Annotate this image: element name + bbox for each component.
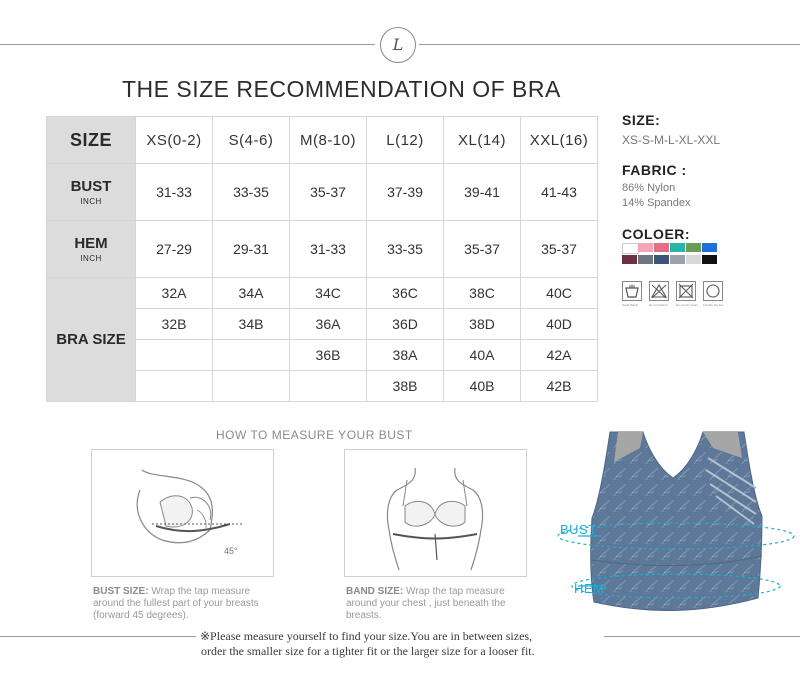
table-cell: 32A	[136, 278, 213, 309]
size-column-header: XXL(16)	[521, 117, 598, 164]
table-cell: 35-37	[521, 221, 598, 278]
table-cell: 36C	[367, 278, 444, 309]
size-header-cell: SIZE	[47, 117, 136, 164]
table-cell: 35-37	[444, 221, 521, 278]
care-label: Hand Wash	[622, 303, 638, 307]
table-cell: 38C	[444, 278, 521, 309]
table-cell: 32B	[136, 309, 213, 340]
table-cell: 34A	[213, 278, 290, 309]
table-cell: 39-41	[444, 164, 521, 221]
color-swatch[interactable]	[670, 243, 685, 252]
bust-callout-label: BUST	[560, 522, 597, 537]
table-cell: 31-33	[136, 164, 213, 221]
size-column-header: XL(14)	[444, 117, 521, 164]
table-cell: 38B	[367, 371, 444, 402]
color-swatch[interactable]	[622, 243, 639, 254]
table-cell: 34B	[213, 309, 290, 340]
table-cell	[136, 340, 213, 371]
measure-heading: HOW TO MEASURE YOUR BUST	[216, 428, 413, 442]
hem-row-label	[47, 221, 136, 278]
table-cell: 36D	[367, 309, 444, 340]
table-cell: 40D	[521, 309, 598, 340]
band-size-caption	[346, 586, 529, 622]
fabric-line: 86% Nylon	[622, 182, 676, 194]
care-label: Do not bleach	[649, 303, 668, 307]
size-column-header: L(12)	[367, 117, 444, 164]
footer-rule-right	[604, 636, 800, 637]
hem-callout-label: HEM	[574, 581, 605, 596]
table-cell: 42A	[521, 340, 598, 371]
band-caption-text: Wrap the tap measure around your chest , just beneath the breasts.	[346, 586, 506, 621]
table-cell	[290, 371, 367, 402]
sizing-note-line: order the smaller size for a tighter fit or the larger size for a looser fit.	[201, 644, 535, 658]
table-cell: 38D	[444, 309, 521, 340]
size-column-header: S(4-6)	[213, 117, 290, 164]
table-cell: 42B	[521, 371, 598, 402]
table-cell: 40C	[521, 278, 598, 309]
color-swatch[interactable]	[702, 255, 717, 264]
sizing-note-line: ※Please measure yourself to find your size.You are in between sizes,	[200, 629, 533, 643]
table-row	[47, 278, 598, 309]
color-swatch[interactable]	[702, 243, 717, 252]
table-cell: 29-31	[213, 221, 290, 278]
table-cell: 33-35	[213, 164, 290, 221]
color-swatch[interactable]	[638, 255, 653, 264]
fabric-line: 14% Spandex	[622, 197, 691, 209]
color-swatch[interactable]	[638, 243, 653, 252]
bust-caption-title: BUST SIZE:	[93, 586, 149, 597]
table-cell: 36A	[290, 309, 367, 340]
hand-wash-icon	[622, 281, 642, 301]
do-not-bleach-icon	[649, 281, 669, 301]
table-cell: 41-43	[521, 164, 598, 221]
table-cell: 40A	[444, 340, 521, 371]
size-chart-table	[46, 116, 598, 402]
fabric-heading: FABRIC :	[622, 162, 687, 178]
band-caption-title: BAND SIZE:	[346, 586, 404, 597]
table-cell: 35-37	[290, 164, 367, 221]
color-swatch[interactable]	[654, 255, 669, 264]
bust-caption-text: Wrap the tap measure around the fullest part of your breasts (forward 45 degrees).	[93, 586, 259, 621]
footer-rule-left	[0, 636, 196, 637]
color-swatch[interactable]	[686, 255, 701, 264]
color-swatch[interactable]	[670, 255, 685, 264]
table-row	[47, 221, 598, 278]
table-cell: 34C	[290, 278, 367, 309]
table-row	[47, 164, 598, 221]
table-cell: 31-33	[290, 221, 367, 278]
bust-measure-illustration	[92, 450, 273, 576]
tumble-dry-low-icon	[703, 281, 723, 301]
hem-unit: INCH	[80, 254, 102, 263]
bra-size-row-label: BRA SIZE	[47, 278, 136, 402]
table-row	[47, 117, 598, 164]
color-swatch[interactable]	[686, 243, 701, 252]
bust-unit: INCH	[80, 197, 102, 206]
color-swatch[interactable]	[622, 255, 637, 264]
bust-row-label	[47, 164, 136, 221]
size-range-text: XS-S-M-L-XL-XXL	[622, 133, 721, 147]
header-rule-right	[419, 44, 800, 45]
table-cell	[136, 371, 213, 402]
table-cell: 33-35	[367, 221, 444, 278]
bust-measure-panel	[91, 449, 274, 577]
table-cell	[213, 340, 290, 371]
table-cell	[213, 371, 290, 402]
size-heading: SIZE:	[622, 112, 661, 128]
care-label: Tumble dry low	[703, 303, 724, 307]
sizing-note	[200, 629, 600, 659]
angle-label: 45°	[224, 546, 238, 556]
bust-size-caption	[93, 586, 276, 622]
do-not-dry-clean-icon	[676, 281, 696, 301]
color-heading: COLOER:	[622, 226, 691, 242]
header-rule-left	[0, 44, 375, 45]
brand-logo: L	[380, 27, 416, 63]
band-measure-panel	[344, 449, 527, 577]
table-cell: 27-29	[136, 221, 213, 278]
size-column-header: XS(0-2)	[136, 117, 213, 164]
hem-label: HEM	[74, 235, 108, 252]
table-cell: 38A	[367, 340, 444, 371]
size-column-header: M(8-10)	[290, 117, 367, 164]
table-cell: 40B	[444, 371, 521, 402]
band-measure-illustration	[345, 450, 526, 576]
care-label: Do not dry clean	[676, 303, 698, 307]
table-cell: 37-39	[367, 164, 444, 221]
color-swatch[interactable]	[654, 243, 669, 252]
page-title: THE SIZE RECOMMENDATION OF BRA	[122, 76, 561, 102]
table-cell: 36B	[290, 340, 367, 371]
bust-label: BUST	[70, 178, 112, 195]
